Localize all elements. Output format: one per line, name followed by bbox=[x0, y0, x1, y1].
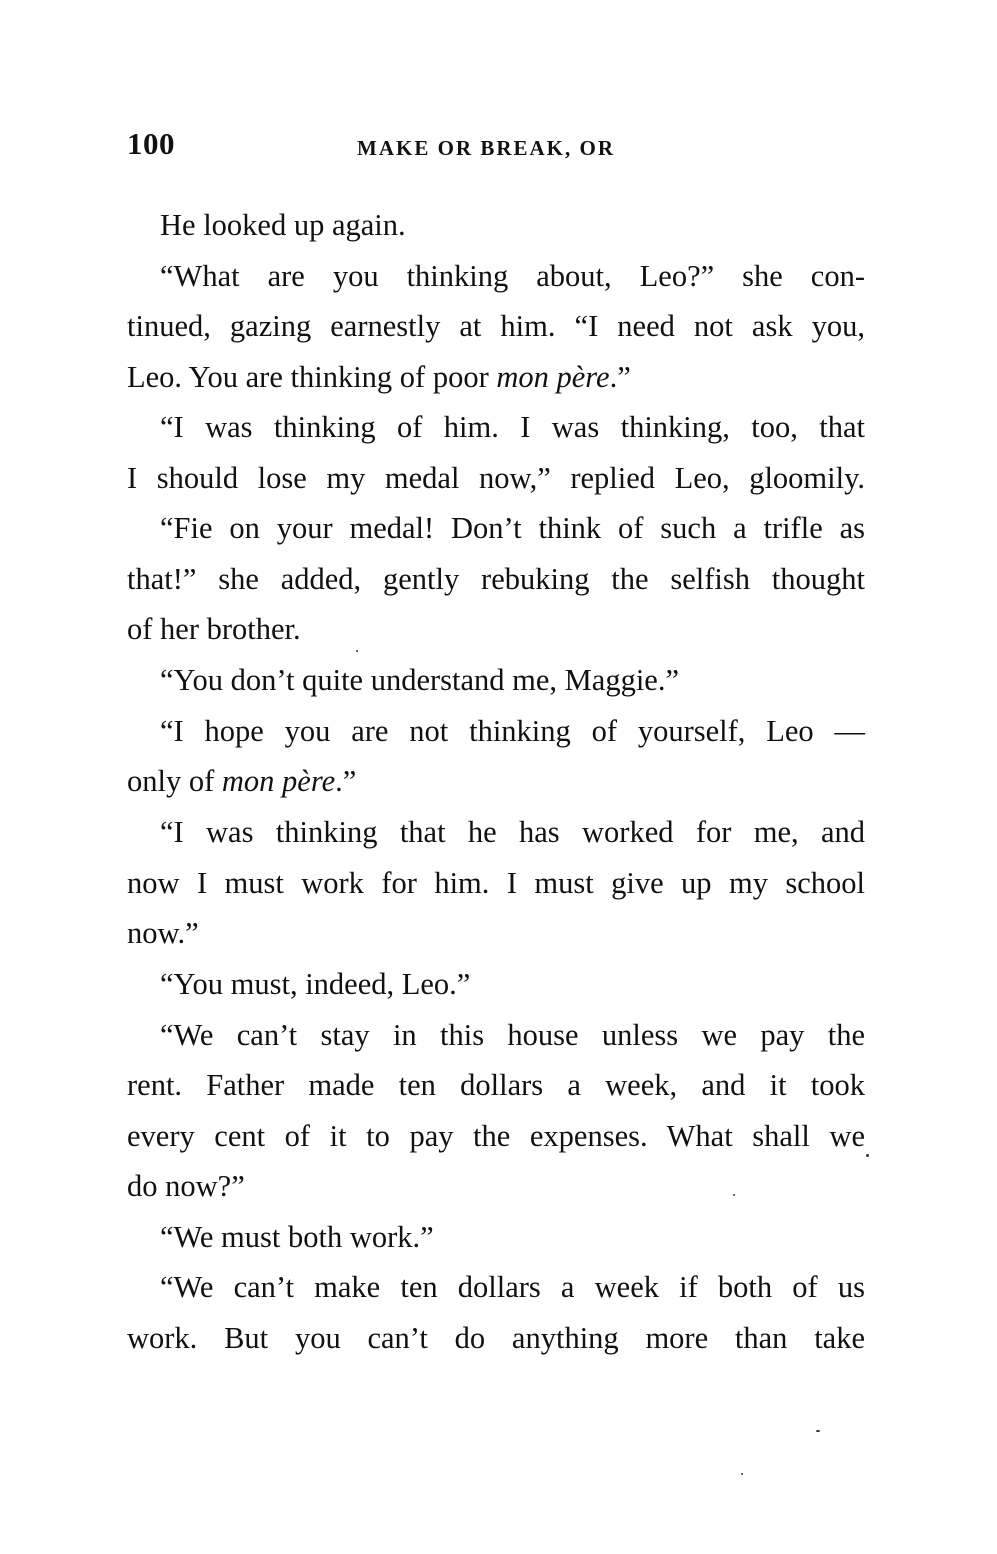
text-line: do now?” bbox=[127, 1169, 245, 1203]
text-line: “Fie on your medal! Don’t think of such a trifle as bbox=[160, 511, 865, 545]
scan-speck bbox=[816, 1430, 820, 1432]
text-line: every cent of it to pay the expenses. What shall we bbox=[127, 1119, 865, 1153]
text-line: of her brother. bbox=[127, 612, 301, 646]
scan-speck bbox=[866, 1154, 869, 1157]
text-line: “You don’t quite understand me, Maggie.” bbox=[160, 663, 679, 697]
text-line: “I hope you are not thinking of yourself, Leo — bbox=[160, 714, 865, 748]
text-line: “We must both work.” bbox=[160, 1220, 434, 1254]
scan-speck bbox=[356, 650, 358, 652]
text-line: He looked up again. bbox=[160, 208, 406, 242]
text-line: “We can’t make ten dollars a week if both of us bbox=[160, 1270, 865, 1304]
text-line: now I must work for him. I must give up my school bbox=[127, 866, 865, 900]
text-line: “We can’t stay in this house unless we pay the bbox=[160, 1018, 865, 1052]
text-line: only of mon père.” bbox=[127, 764, 357, 798]
text-line: “You must, indeed, Leo.” bbox=[160, 967, 471, 1001]
scan-speck bbox=[741, 1473, 743, 1475]
running-title: MAKE OR BREAK, OR bbox=[357, 136, 616, 160]
text-line: now.” bbox=[127, 916, 199, 950]
text-line: “What are you thinking about, Leo?” she con- bbox=[160, 259, 865, 293]
text-line: tinued, gazing earnestly at him. “I need not ask you, bbox=[127, 309, 865, 343]
text-line: Leo. You are thinking of poor mon père.” bbox=[127, 360, 631, 394]
page-number: 100 bbox=[127, 126, 175, 161]
french-phrase: mon père bbox=[221, 764, 336, 798]
text-line: that!” she added, gently rebuking the selfish thought bbox=[127, 562, 865, 596]
text-line: rent. Father made ten dollars a week, and it took bbox=[127, 1068, 865, 1102]
scan-speck bbox=[733, 1194, 735, 1196]
french-phrase: mon père bbox=[496, 360, 610, 394]
text-line: “I was thinking of him. I was thinking, too, that bbox=[160, 410, 865, 444]
text-line: work. But you can’t do anything more than take bbox=[127, 1321, 865, 1355]
text-line: “I was thinking that he has worked for me, and bbox=[160, 815, 865, 849]
running-head bbox=[127, 126, 867, 176]
text-line: I should lose my medal now,” replied Leo, gloomily. bbox=[127, 461, 865, 495]
